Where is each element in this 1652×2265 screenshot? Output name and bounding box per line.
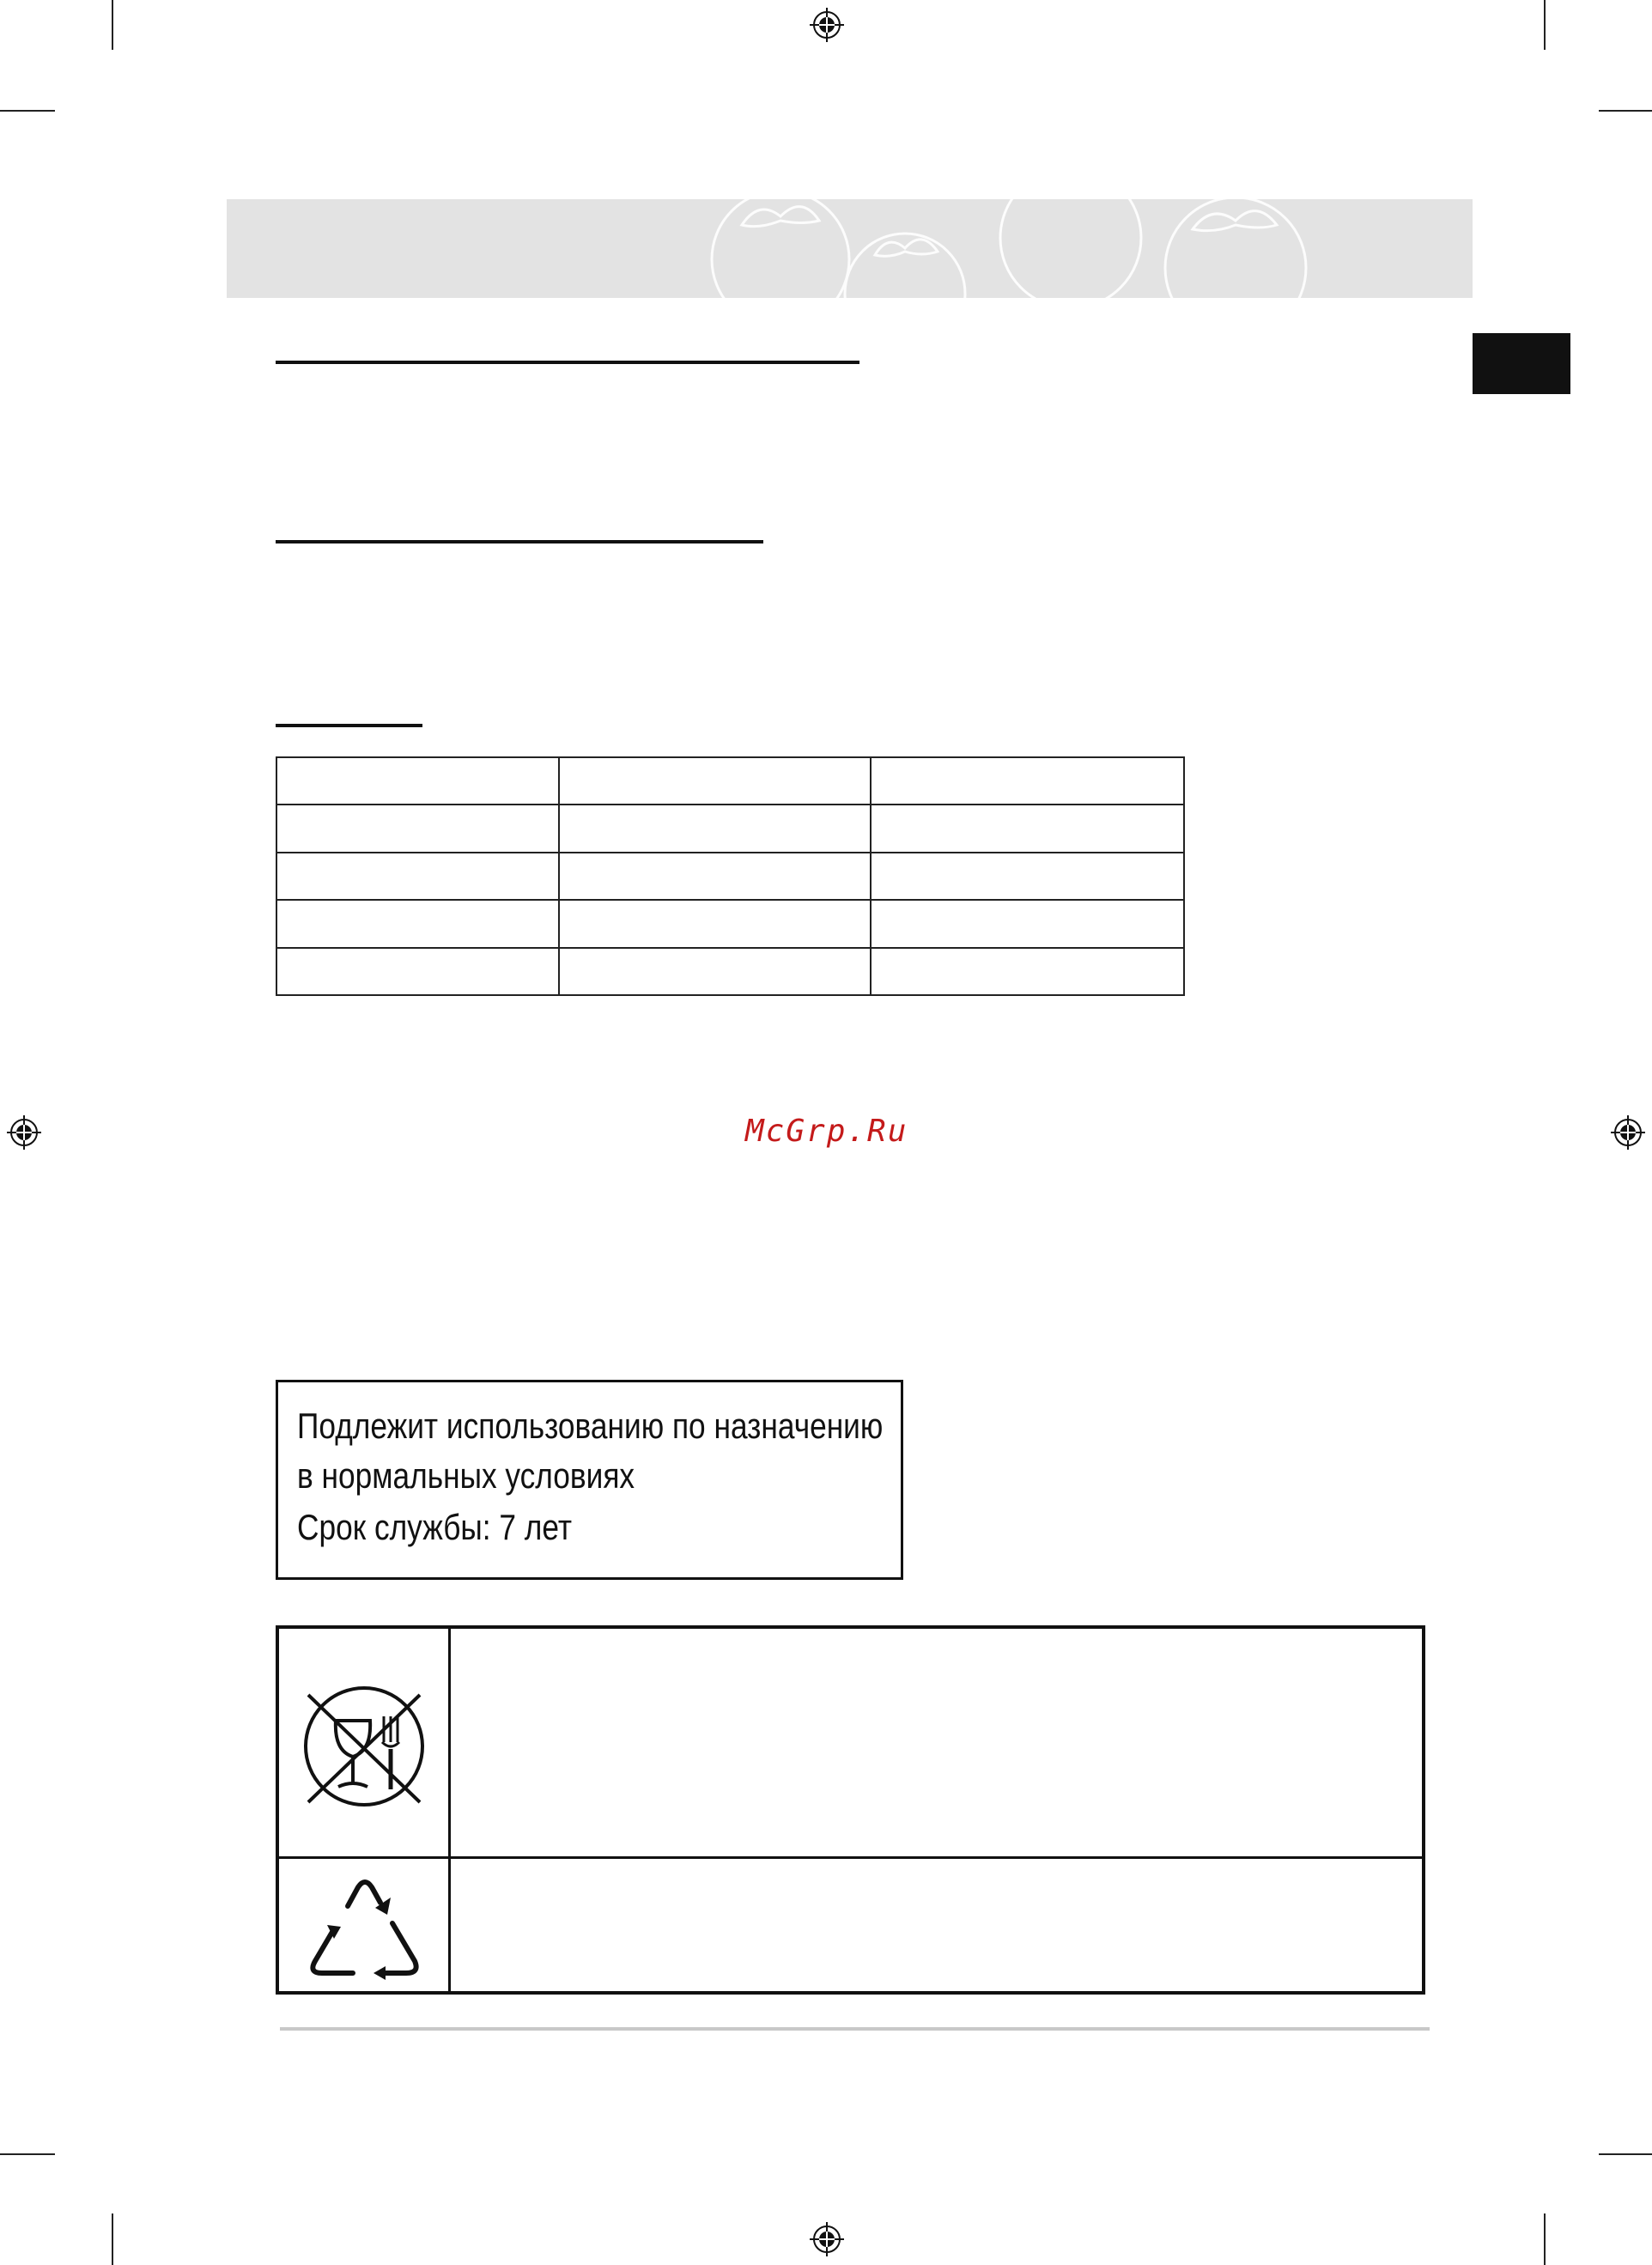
table-cell (559, 805, 871, 852)
crop-mark (1544, 2213, 1546, 2265)
symbols-table (276, 1625, 1425, 1995)
table-cell (559, 948, 871, 995)
heading-underline (276, 724, 422, 727)
recycle-icon (296, 1873, 434, 1985)
service-line-usage: Подлежит использованию по назначению (297, 1406, 884, 1446)
table-cell (276, 948, 559, 995)
footer-rule (280, 2027, 1430, 2031)
table-cell (276, 900, 559, 947)
column-divider (448, 1629, 451, 1991)
crop-mark (0, 2153, 55, 2155)
table-cell (871, 805, 1184, 852)
heading-underline (276, 361, 859, 364)
table-cell (871, 853, 1184, 900)
registration-mark-icon (808, 2220, 846, 2258)
table-row (276, 900, 1184, 947)
service-life-box (276, 1380, 903, 1580)
specifications-table (276, 756, 1185, 996)
language-tab (1473, 333, 1570, 394)
table-cell (559, 757, 871, 805)
table-row (276, 948, 1184, 995)
table-cell (559, 900, 871, 947)
crop-mark (1599, 2153, 1652, 2155)
table-cell (276, 805, 559, 852)
row-divider (279, 1856, 1422, 1859)
crop-mark (1544, 0, 1546, 50)
table-cell (559, 853, 871, 900)
table-row (276, 805, 1184, 852)
tomato-pattern-icon (227, 199, 1473, 298)
crop-mark (1599, 110, 1652, 112)
not-food-safe-icon (291, 1673, 437, 1819)
table-row (276, 853, 1184, 900)
registration-mark-icon (5, 1114, 43, 1151)
heading-underline (276, 540, 763, 543)
table-cell (276, 757, 559, 805)
crop-mark (112, 0, 113, 50)
header-band (227, 199, 1473, 298)
watermark[interactable]: McGrp.Ru (745, 1114, 908, 1149)
table-cell (871, 757, 1184, 805)
table-cell (276, 853, 559, 900)
table-cell (871, 948, 1184, 995)
table-row (276, 757, 1184, 805)
crop-mark (0, 110, 55, 112)
crop-mark (112, 2213, 113, 2265)
service-line-conditions: в нормальных условиях (297, 1455, 635, 1496)
registration-mark-icon (1609, 1114, 1647, 1151)
table-cell (871, 900, 1184, 947)
service-line-lifetime: Срок службы: 7 лет (297, 1507, 573, 1547)
registration-mark-icon (808, 6, 846, 44)
